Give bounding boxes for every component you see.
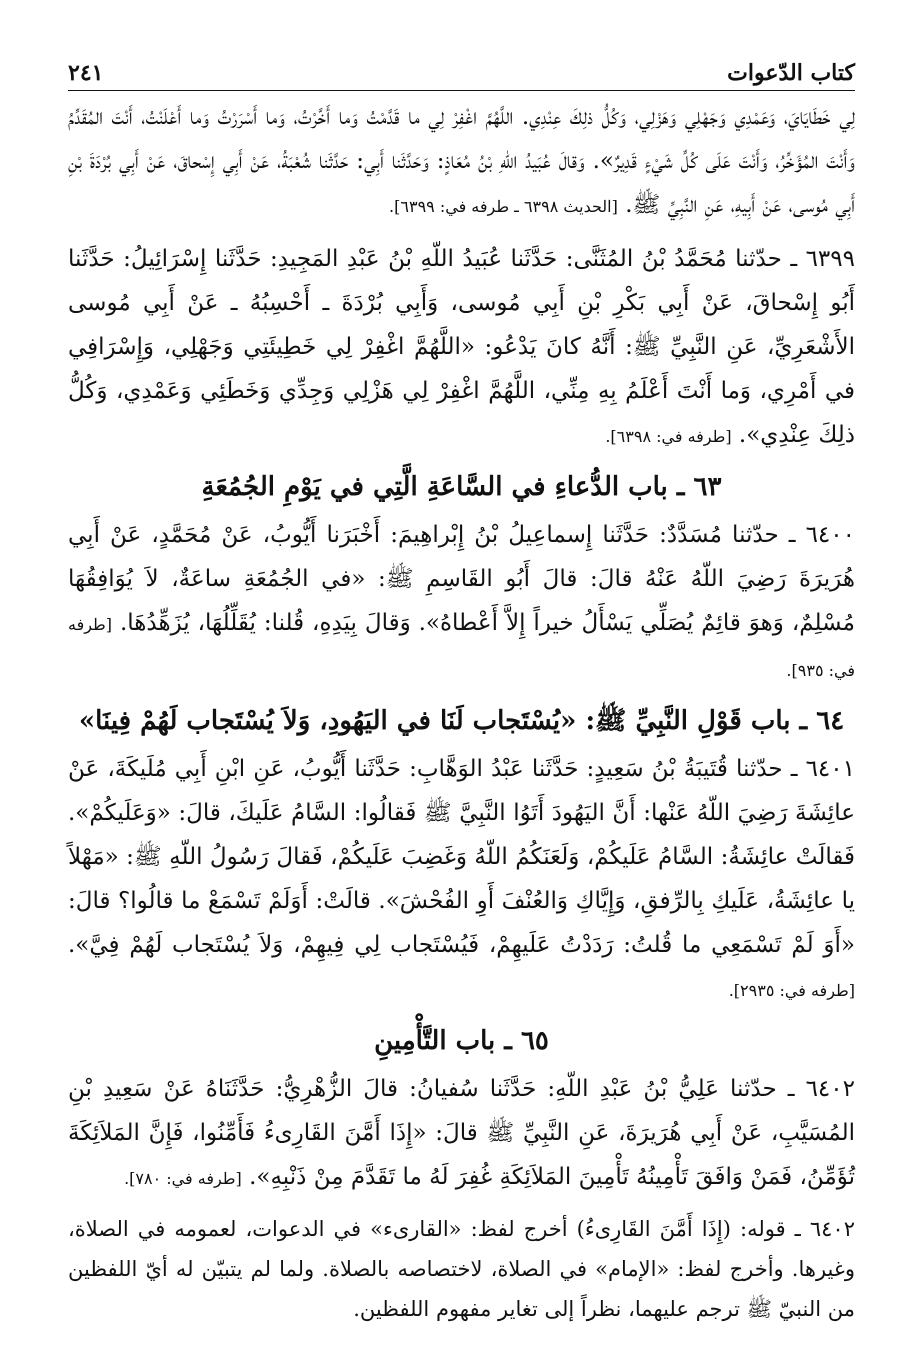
commentary-6402: ٦٤٠٢ ـ قوله: (إِذَا أَمَّنَ القَارِىءُ) أخرج لفظ: «القارىء» في الدعوات، لعمومه في الصلاة، وغيرها. وأخرج لفظ: «الإمام» في الصلاة، لاختصاصه بالصلاة. ولما لم يتبيّن له أيّ اللفظين من النبيّ ﷺ ترجم عليهما، نظراً إلى تغاير مفهوم اللفظين. (68, 1217, 855, 1321)
cross-reference: [الحديث ٦٣٩٨ ـ طرفه في: ٦٣٩٩]. (389, 197, 618, 216)
cross-reference: [طرفه في: ٢٩٣٥]. (728, 981, 855, 1000)
cross-reference: [طرفه في: ٩٣٥]. (68, 615, 855, 680)
hadith-text: لِي خَطَايَايَ، وَعَمْدِي وَجَهْلِي وَهَزْلِي، وَكُلُّ ذلِكَ عِنْدِي. اللَّهُمَّ اغْفِرْ لِي ما قَدَّمْتُ وَما أَخَّرْتُ، وَما أَسْرَرْتُ وَما أَعْلَنْتُ، أَنْتَ المُقَدِّمُ وَأَنْتَ المُؤَخِّرُ، وَأَنْتَ عَلَى كُلِّ شَيْءٍ قَدِيرٌ». وَقالَ عُبَيدُ اللّهِ بْنُ مُعَاذٍ: وَحَدَّثَنا أَبِي: حَدَّثَنا شُعْبَةُ، عَنْ أَبِي إِسْحاقَ، عَنْ أَبِي بُرْدَةَ بْنِ أَبِي مُوسى، عَنْ أَبِيهِ، عَنِ النَّبِيِّ ﷺ. (68, 104, 855, 218)
hadith-text: ٦٣٩٩ ـ حدّثنا مُحَمَّدُ بْنُ المُثَنَّى: حَدَّثَنا عُبَيدُ اللّهِ بْنُ عَبْدِ المَجِيدِ: حَدَّثَنا إِسْرَائِيلُ: حَدَّثَنا أَبُو إِسْحاقَ، عَنْ أَبِي بَكْرِ بْنِ أَبِي مُوسى، وَأَبِي بُرْدَةَ ـ أَحْسِبُهُ ـ عَنْ أَبِي مُوسى الأَشْعَرِيِّ، عَنِ النَّبِيِّ ﷺ: أَنَّهُ كانَ يَدْعُو: «اللَّهُمَّ اغْفِرْ لِي خَطِيئَتِي وَجَهْلِي، وَإِسْرَافِي في أَمْرِي، وَما أَنْتَ أَعْلَمُ بِهِ مِنِّي، اللَّهُمَّ اغْفِرْ لِي هَزْلِي وَجِدِّي وَخَطَئِي وَعَمْدِي، وَكُلُّ ذلِكَ عِنْدِي». (68, 246, 855, 448)
hadith-6399 (68, 237, 855, 459)
chapter-heading-64: ٦٤ ـ باب قَوْلِ النَّبِيِّ ﷺ: «يُسْتَجاب لَنَا في اليَهُودِ، وَلاَ يُسْتَجاب لَهُمْ فِينَا» (78, 706, 845, 736)
hadith-text: ٦٤٠١ ـ حدّثنا قُتَيبَةُ بْنُ سَعِيدٍ: حَدَّثَنا عَبْدُ الوَهَّابِ: حَدَّثَنا أَيُّوبُ، عَنِ ابْنِ أَبِي مُلَيكَةَ، عَنْ عائِشَةَ رَضِيَ اللّهُ عَنْها: أَنَّ اليَهُودَ أَتَوُا النَّبِيَّ ﷺ فَقالُوا: السَّامُ عَلَيكَ، قالَ: «وَعَلَيكُمْ». فَقالَتْ عائِشَةُ: السَّامُ عَلَيكُمْ، وَلَعَنَكُمُ اللّهُ وَغَضِبَ عَلَيكُمْ، فَقالَ رَسُولُ اللّهِ ﷺ: «مَهْلاً يا عائِشَةُ، عَلَيكِ بِالرِّفقِ، وَإِيَّاكِ وَالعُنْفَ أَوِ الفُحْشَ». قالَتْ: أَوَلَمْ تَسْمَعْ ما قالُوا؟ قالَ: «أَوَ لَمْ تَسْمَعِي ما قُلتُ: رَدَدْتُ عَلَيهِمْ، فَيُسْتَجاب لِي فِيهِمْ، وَلاَ يُسْتَجاب لَهُمْ فِيَّ». (68, 756, 855, 958)
book-page (68, 50, 855, 1329)
chapter-heading-63: ٦٣ ـ باب الدُّعاءِ في السَّاعَةِ الَّتِي في يَوْمِ الجُمُعَةِ (201, 472, 722, 502)
hadith-6398-continuation (68, 95, 855, 229)
cross-reference: [طرفه في: ٦٣٩٨]. (605, 427, 732, 446)
hadith-text: ٦٤٠٠ ـ حدّثنا مُسَدَّدٌ: حَدَّثَنا إِسماعِيلُ بْنُ إِبْراهِيمَ: أَخْبَرَنا أَيُّوبُ، عَنْ مُحَمَّدٍ، عَنْ أَبِي هُرَيرَةَ رَضِيَ اللّهُ عَنْهُ قالَ: قالَ أَبُو القَاسِمِ ﷺ: «في الجُمُعَةِ ساعَةٌ، لاَ يُوَافِقُهَا مُسْلِمٌ، وَهوَ قائِمٌ يُصَلِّي يَسْأَلُ خيراً إِلاَّ أَعْطاهُ». وَقالَ بِيَدِهِ، قُلنا: يُقَلِّلُهَا، يُزَهِّدُهَا. (68, 522, 855, 636)
cross-reference: [طرفه في: ٧٨٠]. (124, 1169, 242, 1188)
book-title: كتاب الدّعوات (727, 60, 855, 86)
hadith-6400 (68, 513, 855, 693)
hadith-6402 (68, 1067, 855, 1201)
page-number: ٢٤١ (68, 60, 104, 86)
hadith-text: ٦٤٠٢ ـ حدّثنا عَلِيُّ بْنُ عَبْدِ اللّهِ: حَدَّثَنا سُفيانُ: قالَ الزُّهْرِيُّ: حَدَّثَنَاهُ عَنْ سَعِيدِ بْنِ المُسَيَّبِ، عَنْ أَبِي هُرَيرَةَ، عَنِ النَّبِيِّ ﷺ قالَ: «إِذَا أَمَّنَ القَارِىءُ فَأَمِّنُوا، فَإِنَّ المَلاَئِكَةَ تُؤَمِّنُ، فَمَنْ وَافَقَ تَأْمِينُهُ تَأْمِينَ المَلاَئِكَةِ غُفِرَ لَهُ ما تَقَدَّمَ مِنْ ذَنْبِهِ». (68, 1076, 855, 1190)
chapter-heading-65: ٦٥ ـ باب التَّأْمِينِ (374, 1026, 549, 1056)
page-header (68, 50, 855, 91)
hadith-6401 (68, 747, 855, 1013)
